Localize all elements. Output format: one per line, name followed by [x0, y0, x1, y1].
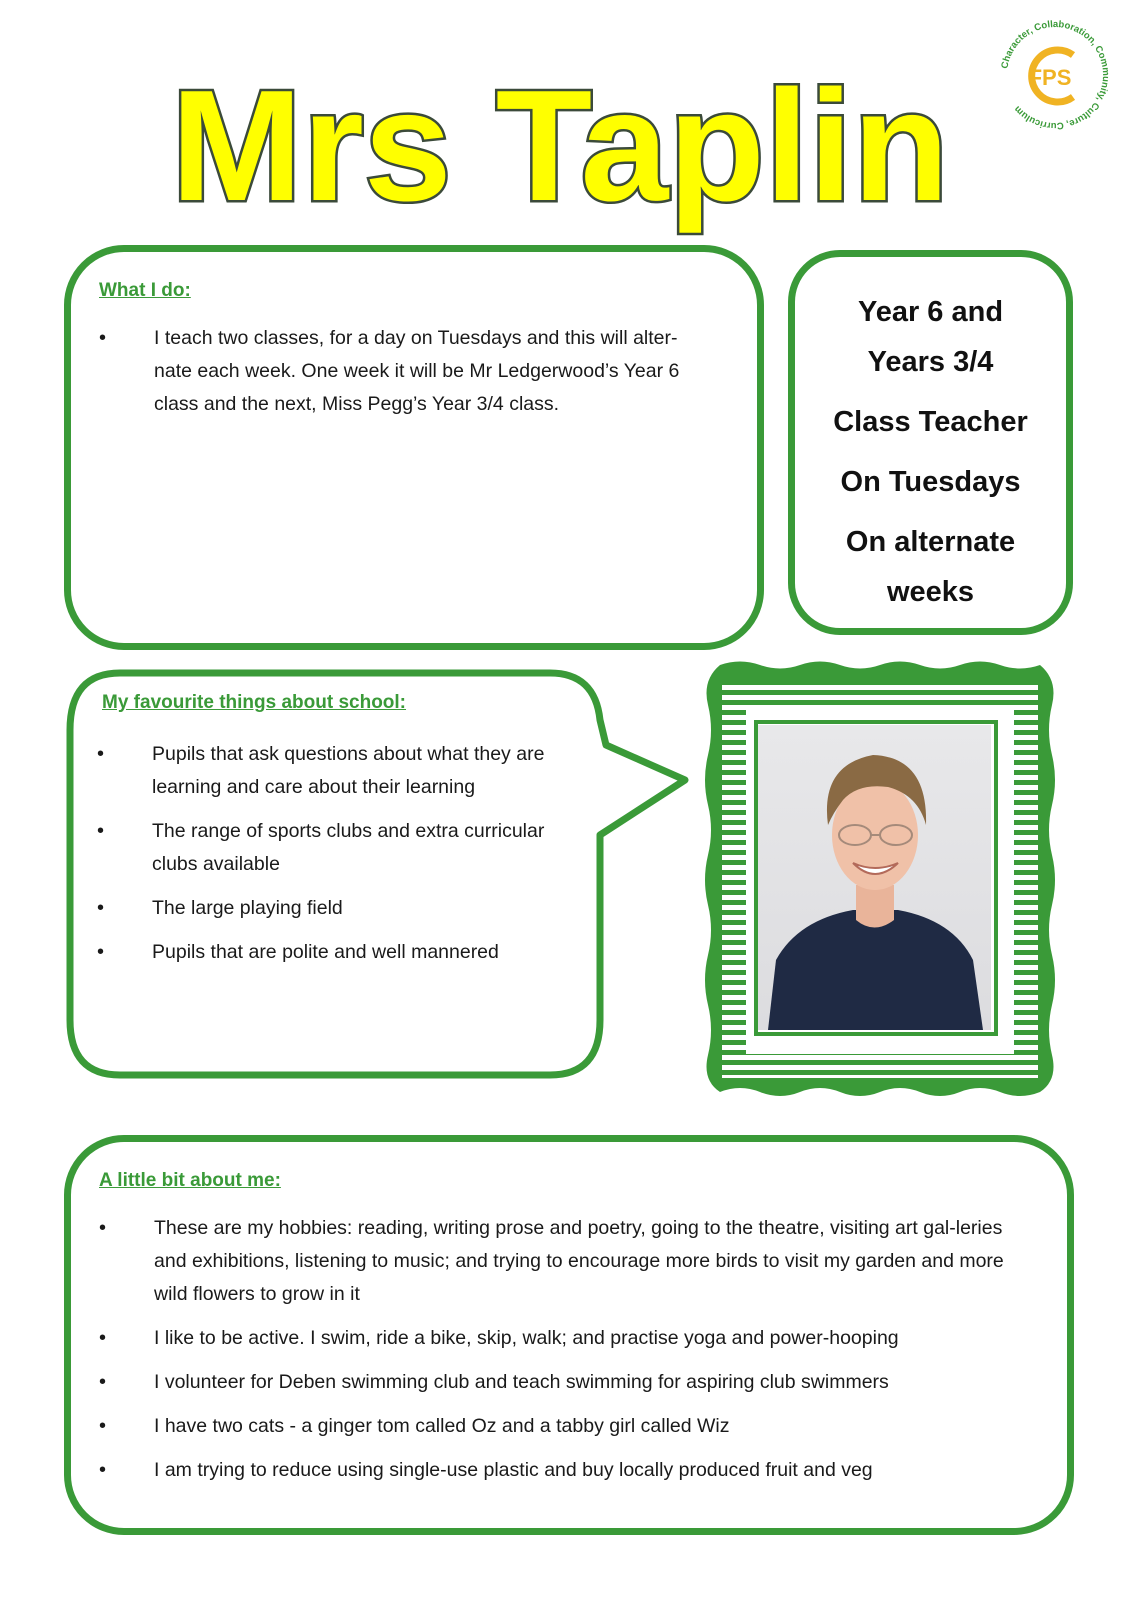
list-item: • I volunteer for Deben swimming club and teach swimming for aspiring club swimmers [99, 1366, 1009, 1399]
school-logo [995, 15, 1115, 135]
class-info-line: Class Teacher [833, 406, 1028, 438]
favourite-things-heading: My favourite things about school: [102, 692, 407, 713]
list-item: • I am trying to reduce using single-use plastic and buy locally produced fruit and veg [99, 1454, 1009, 1487]
list-item: • Pupils that are polite and well mannered [97, 936, 587, 969]
class-info-line: Years 3/4 [867, 346, 994, 378]
what-i-do-panel [64, 245, 764, 650]
logo-monogram: FPS [1028, 65, 1072, 90]
class-info-line: On Tuesdays [840, 466, 1021, 498]
page-title-text: Mrs Taplin [170, 58, 950, 234]
class-info-panel [788, 250, 1073, 635]
class-info-line: On alternate [845, 526, 1016, 558]
list-item: • I like to be active. I swim, ride a bike, skip, walk; and practise yoga and power-hooping [99, 1322, 1009, 1355]
about-me-heading: A little bit about me: [99, 1170, 281, 1191]
favourite-things-list [97, 738, 587, 980]
class-info-line: weeks [886, 576, 975, 608]
class-info-line: Year 6 and [857, 296, 1004, 328]
what-i-do-list [99, 322, 699, 432]
list-item: • The large playing field [97, 892, 587, 925]
page-title [130, 55, 990, 245]
list-item: • These are my hobbies: reading, writing prose and poetry, going to the theatre, visiting art gal-leries and exhibitions, listening to music; and trying to encourage more birds to visit my garden and more wild flowers to grow in it [99, 1212, 1009, 1311]
list-item: • The range of sports clubs and extra curricular clubs available [97, 815, 587, 881]
logo-ring-text: Character, Collaboration, Community, Culture, Curriculum [999, 18, 1112, 132]
list-item: • I teach two classes, for a day on Tuesdays and this will alter-nate each week. One week it will be Mr Ledgerwood’s Year 6 class and the next, Miss Pegg’s Year 3/4 class. [99, 322, 699, 421]
about-me-panel [64, 1135, 1074, 1535]
list-item: • Pupils that ask questions about what they are learning and care about their learning [97, 738, 587, 804]
teacher-photo [758, 725, 991, 1030]
about-me-list [99, 1212, 1009, 1498]
list-item: • I have two cats - a ginger tom called Oz and a tabby girl called Wiz [99, 1410, 1009, 1443]
what-i-do-heading: What I do: [99, 280, 191, 301]
